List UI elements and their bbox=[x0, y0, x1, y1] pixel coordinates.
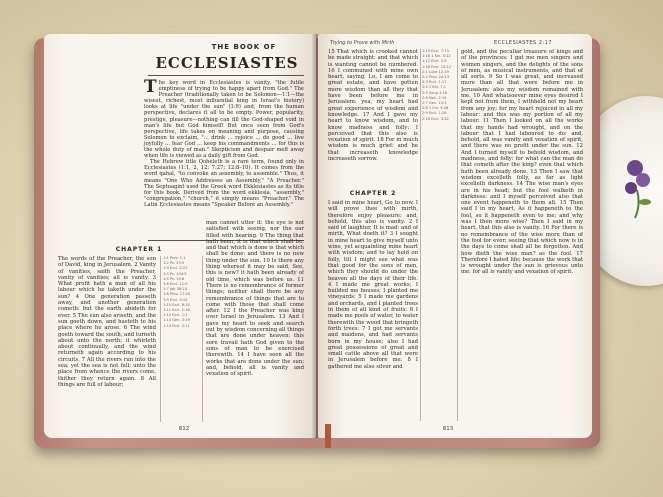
page-number-left: 812 bbox=[178, 426, 190, 432]
column-divider bbox=[202, 256, 203, 422]
left-column-2: man cannot utter it: the eye is not satisfied with seeing, nor the ear filled with hearing. 9 The thing that hath been, it is that which shall be; and that which is done is that which shall be done: and there is no new thing under the sun. 10 Is there any thing whereof it may be said, See, this is new? it hath been already of old time, which was before us. 11 There is no remembrance of former things; neither shall there be any remembrance of things that are to come with those that shall come after. 12 I the Preacher was king over Israel in Jerusalem. 13 And I gave my heart to seek and search out by wisdom concerning all things that are done under heaven: this sore travail hath God given to the sons of man to be exercised therewith. 14 I have seen all the works that are done under the sun; and, behold, all is vanity and vexation of spirit. bbox=[206, 220, 304, 378]
page-number-right: 813 bbox=[442, 426, 454, 432]
right-cross-references: 1:15 Eccl. 7:13 1:16 1 Kin. 3:12 1:17 Eccl. 2:3 1:18 Eccl. 12:12 2:1 Luke 12:19 2:2 Prov. 14:13 2:3 Eccl. 1:17 2:4 1 Kin. 7:1 2:5 Song 4:16 2:6 Neh. 2:14 2:7 Gen. 15:3 2:8 1 Kin. 9:28 2:9 Eccl. 1:16 2:10 Eccl. 3:22 bbox=[422, 49, 452, 121]
left-column-1: The words of the Preacher, the son of David, king in Jerusalem. 2 Vanity of vanities, saith the Preacher, vanity of vanities; all is vanity. 3 What profit hath a man of all his labour which he taketh under the sun? 4 One generation passeth away, and another generation cometh: but the earth abideth for ever. 5 The sun also ariseth, and the sun goeth down, and hasteth to his place where he arose. 6 The wind goeth toward the south, and turneth about unto the north; it whirleth about continually, and the wind returneth again according to his circuits. 7 All the rivers run into the sea; yet the sea is not full; unto the place from whence the rivers come, thither they return again. 8 All things are full of labour; bbox=[58, 256, 156, 388]
open-bible bbox=[34, 34, 600, 448]
book-introduction bbox=[144, 77, 304, 208]
intro-paragraph-1: he key word in Ecclesiastes is vanity, "the futile emptiness of trying to be happy apart from God." The Preacher (traditionally taken to be Solomon—1:1—the wisest, richest, most influential king in Israel's history) looks at life "under the sun" (1:9) and, from the human perspective, declares it all to be empty. Power, popularity, prestige, pleasure—nothing can fill the God-shaped void in man's life but God himself! But once seen from God's perspective, life takes on meaning and purpose, causing Solomon to exclaim, "... drink ... rejoice ... do good ... live joyfully ... fear God ... keep his commandments ... for this is the whole duty of man." Skepticism and despair melt away when life is viewed as a daily gift from God. bbox=[144, 80, 304, 160]
running-head-reference: ECCLESIASTES 2:17 bbox=[494, 40, 553, 46]
book-title: ECCLESIASTES bbox=[155, 54, 299, 72]
column-divider bbox=[160, 256, 161, 422]
right-column-2: gold, and the peculiar treasure of kings and of the provinces: I gat me men singers and women singers, and the delights of the sons of men, as musical instruments, and that of all sorts. 9 So I was great, and increased more than all that were before me in Jerusalem: also my wisdom remained with me. 10 And whatsoever mine eyes desired I kept not from them, I withheld not my heart from any joy; for my heart rejoiced in all my labour: and this was my portion of all my labour. 11 Then I looked on all the works that my hands had wrought, and on the labour that I had laboured to do: and, behold, all was vanity and vexation of spirit, and there was no profit under the sun. 12 And I turned myself to behold wisdom, and madness, and folly: for what can the man do that cometh after the king? even that which hath been already done. 13 Then I saw that wisdom excelleth folly, as far as light excelleth darkness. 14 The wise man's eyes are in his head; but the fool walketh in darkness: and I myself perceived also that one event happeneth to them all. 15 Then said I in my heart, As it happeneth to the fool, so it happeneth even to me; and why was I then more wise? Then I said in my heart, that this also is vanity. 16 For there is no remembrance of the wise more than of the fool for ever; seeing that which now is in the days to come shall all be forgotten. And how dieth the wise man? as the fool. 17 Therefore I hated life; because the work that is wrought under the sun is grievous unto me: for all is vanity and vexation of spirit. bbox=[461, 49, 583, 276]
title-rule bbox=[148, 75, 304, 76]
left-cross-references: 1:1 Prov. 1:1 1:2 Ps. 39:5 1:3 Eccl. 2:22 1:4 Ps. 104:5 1:5 Ps. 19:6 1:6 Eccl. 11:5 1:7 Job 38:10 1:8 Prov. 27:20 1:9 Eccl. 3:15 1:10 Eccl. 6:10 1:11 Eccl. 2:16 1:12 Eccl. 1:1 1:13 Gen. 3:19 1:14 Eccl. 2:11 bbox=[163, 256, 191, 328]
ribbon-bookmark bbox=[325, 424, 331, 448]
column-divider bbox=[457, 49, 458, 421]
left-page bbox=[44, 34, 316, 438]
chapter-2-heading: CHAPTER 2 bbox=[349, 190, 397, 197]
intro-paragraph-2: The Hebrew title Qoheleth is a rare term, found only in Ecclesiastes (1:1, 2, 12; 7:27; 12:8–10). It comes from the word qahal, "to convoke an assembly, to assemble." Thus, it means "One Who Addresses an Assembly," "A Preacher." The Septuagint used the Greek word Ekklesiastes as its title for this book. Derived from the word ekklesia, "assembly," "congregation," "church," it simply means "Preacher." The Latin Ecclesiastes means "Speaker Before an Assembly." bbox=[144, 159, 304, 208]
flower-decoration-icon bbox=[617, 150, 657, 220]
chapter-1-heading: CHAPTER 1 bbox=[115, 246, 163, 253]
book-of-label: THE BOOK OF bbox=[211, 43, 277, 51]
right-column-1-bottom: I said in mine heart, Go to now, I will prove thee with mirth, therefore enjoy pleasure: and, behold, this also is vanity. 2 I said of laughter, It is mad: and of mirth, What doeth it? 3 I sought in mine heart to give myself unto wine, yet acquainting mine heart with wisdom; and to lay hold on folly, till I might see what was that good for the sons of men, which they should do under the heaven all the days of their life. 4 I made me great works; I builded me houses; I planted me vineyards: 5 I made me gardens and orchards, and I planted trees in them of all kind of fruits: 6 I made me pools of water, to water therewith the wood that bringeth forth trees: 7 I got me servants and maidens, and had servants born in my house; also I had great possessions of great and small cattle above all that were in Jerusalem before me: 8 I gathered me also silver and bbox=[328, 200, 418, 370]
running-head: Trying to Prove with Mirth bbox=[330, 40, 395, 46]
right-page bbox=[318, 34, 592, 438]
right-column-1-top: 15 That which is crooked cannot be made straight: and that which is wanting cannot be numbered. 16 I communed with mine own heart, saying, Lo, I am come to great estate, and have gotten more wisdom than all they that have been before me in Jerusalem: yea, my heart had great experience of wisdom and knowledge. 17 And I gave my heart to know wisdom, and to know madness and folly: I perceived that this also is vexation of spirit. 18 For in much wisdom is much grief: and he that increaseth knowledge increaseth sorrow. bbox=[328, 49, 418, 163]
column-divider bbox=[420, 49, 421, 421]
intro-drop-cap: T bbox=[144, 77, 157, 97]
